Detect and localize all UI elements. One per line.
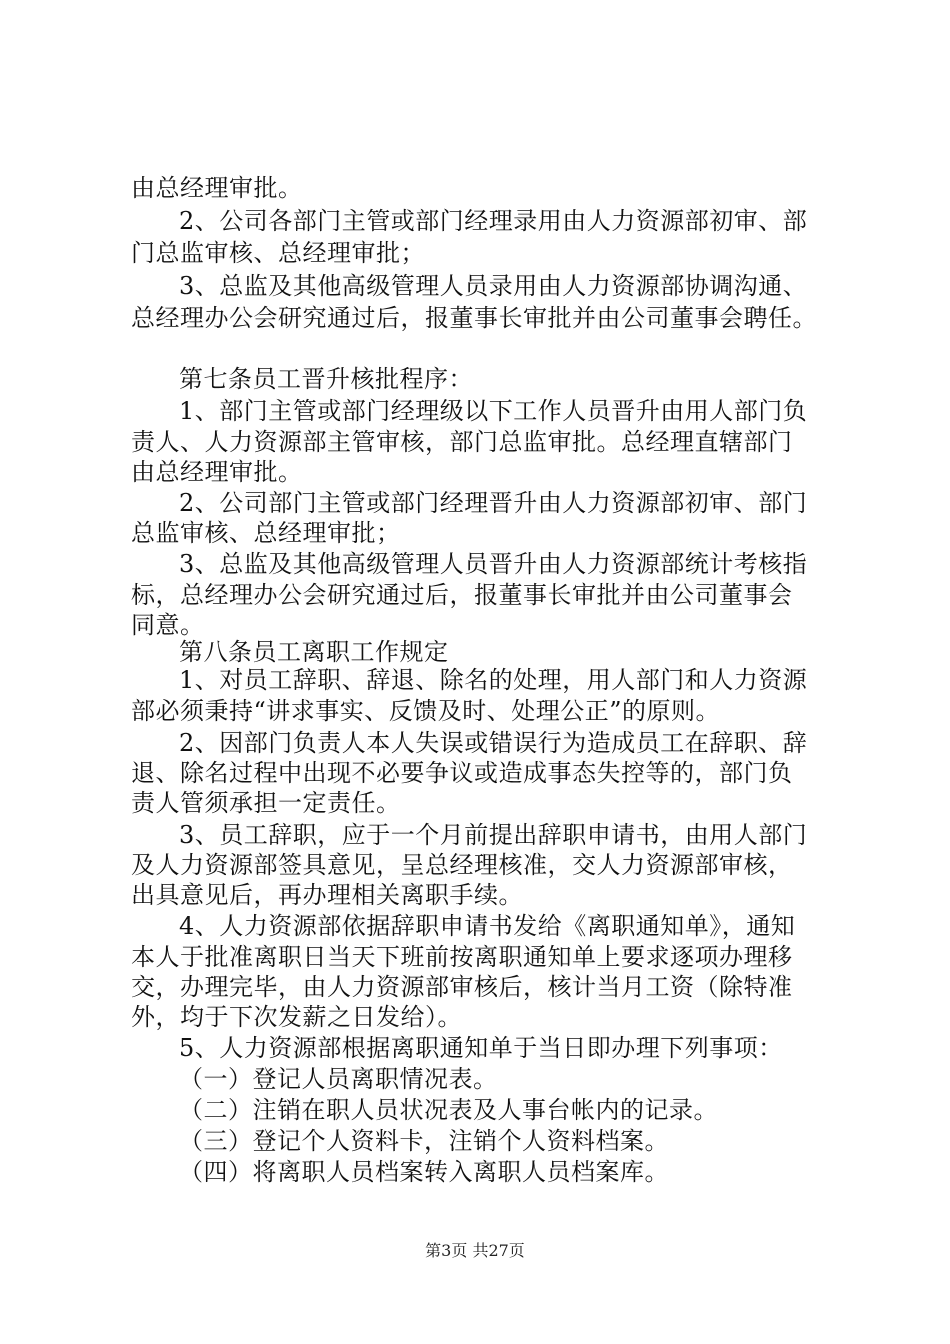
text-line: 4、人力资源部依据辞职申请书发给《离职通知单》，通知 [179,912,796,940]
text-line: 由总经理审批。 [131,174,303,202]
text-line: 出具意见后，再办理相关离职手续。 [131,881,523,909]
section-heading: 第七条员工晋升核批程序： [179,365,473,393]
text-line: 由总经理审批。 [131,458,303,486]
text-line: 部必须秉持“讲求事实、反馈及时、处理公正”的原则。 [131,697,721,725]
text-line: 标，总经理办公会研究通过后，报董事长审批并由公司董事会 [131,581,793,609]
text-line: 3、总监及其他高级管理人员晋升由人力资源部统计考核指 [179,550,808,578]
text-line: 3、员工辞职，应于一个月前提出辞职申请书，由用人部门 [179,821,808,849]
list-item: （二）注销在职人员状况表及人事台帐内的记录。 [179,1096,718,1124]
list-item: （三）登记个人资料卡，注销个人资料档案。 [179,1127,669,1155]
page-number-footer: 第3页 共27页 [425,1241,525,1260]
text-line: 退、除名过程中出现不必要争议或造成事态失控等的，部门负 [131,759,793,787]
text-line: 责人管须承担一定责任。 [131,789,401,817]
text-line: 本人于批准离职日当天下班前按离职通知单上要求逐项办理移 [131,943,793,971]
text-line: 责人、人力资源部主管审核，部门总监审批。总经理直辖部门 [131,428,793,456]
text-line: 2、公司部门主管或部门经理晋升由人力资源部初审、部门 [179,489,808,517]
text-line: 及人力资源部签具意见，呈总经理核准，交人力资源部审核， [131,851,793,879]
text-line: 交，办理完毕，由人力资源部审核后，核计当月工资（除特准 [131,973,793,1001]
list-item: （一）登记人员离职情况表。 [179,1065,498,1093]
text-line: 门总监审核、总经理审批； [131,239,425,267]
text-line: 同意。 [131,611,205,639]
text-line: 2、公司各部门主管或部门经理录用由人力资源部初审、部 [179,207,808,235]
list-item: （四）将离职人员档案转入离职人员档案库。 [179,1158,669,1186]
text-line: 总监审核、总经理审批； [131,519,401,547]
text-line: 外，均于下次发薪之日发给）。 [131,1003,462,1031]
section-heading: 第八条员工离职工作规定 [179,638,449,666]
text-line: 5、人力资源部根据离职通知单于当日即办理下列事项： [179,1034,783,1062]
text-line: 1、部门主管或部门经理级以下工作人员晋升由用人部门负 [179,397,808,425]
text-line: 总经理办公会研究通过后，报董事长审批并由公司董事会聘任。 [131,304,817,332]
text-line: 1、对员工辞职、辞退、除名的处理，用人部门和人力资源 [179,666,808,694]
text-line: 3、总监及其他高级管理人员录用由人力资源部协调沟通、 [179,272,808,300]
text-line: 2、因部门负责人本人失误或错误行为造成员工在辞职、辞 [179,729,808,757]
